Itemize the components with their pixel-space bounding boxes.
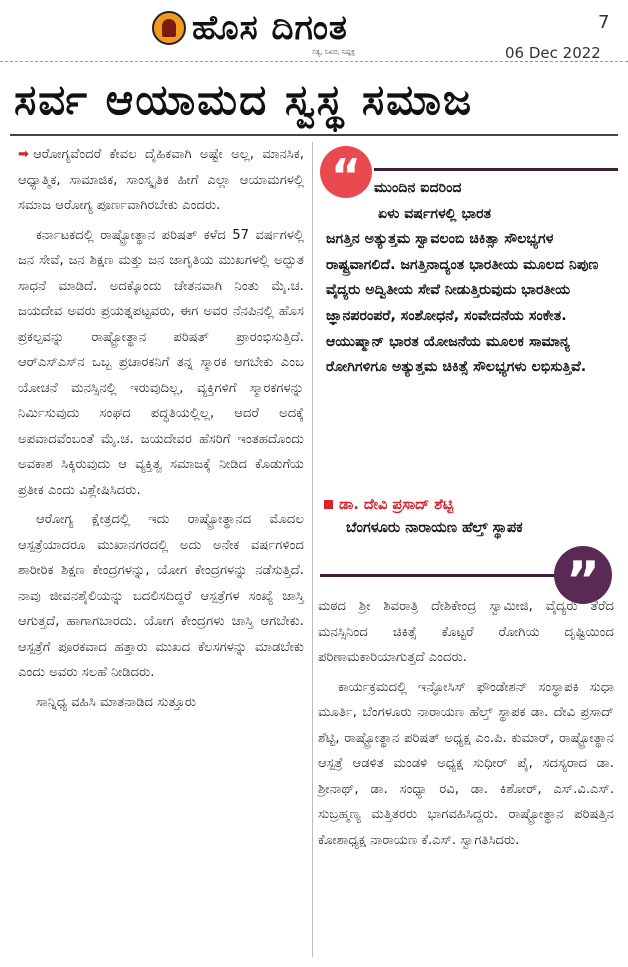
logo-tagline: ಸತ್ಯ, ನಿಖರ, ನಿಷ್ಪಕ್ಷ [312,48,355,56]
quote-close-icon: ” [554,546,612,604]
author-name: ಡಾ. ದೇವಿ ಪ್ರಸಾದ್ ಶೆಟ್ಟಿ [339,497,454,513]
headline-rule [10,134,618,136]
quote-line: ಮುಂದಿನ ಐದರಿಂದ [374,180,462,196]
lamp-emblem-icon [152,11,186,45]
quote-open-icon: “ [320,146,372,198]
author-role: ಬೆಂಗಳೂರು ನಾರಾಯಣ ಹೆಲ್ತ್ ಸ್ಥಾಪಕ [346,520,523,536]
paragraph: ಕರ್ನಾಟಕದಲ್ಲಿ ರಾಷ್ಟ್ರೋತ್ಥಾನ ಪರಿಷತ್ ಕಳೆದ 57 ವರ್ಷಗಳಲ್ಲಿ ಜನ ಸೇವೆ, ಜನ ಶಿಕ್ಷಣ ಮತ್ತು ಜನ ಜಾಗೃತಿಯ ಮುಖಗಳಲ್ಲಿ ಅದ್ಭುತ ಸಾಧನೆ ಮಾಡಿದೆ. ಅದಕ್ಕೊಂದು ಚೇತನವಾಗಿ ನಿಂತು ಮೈ.ಚ. ಜಯದೇವ ಅವರು ಪ್ರಯತ್ನಪಟ್ಟವರು, ಈಗ ಅವರ ನೆನಪಿನಲ್ಲಿ ಹೊಸ ಪ್ರಕಲ್ಪವನ್ನು ರಾಷ್ಟ್ರೋತ್ಥಾನ ಪರಿಷತ್ ಪ್ರಾರಂಭಿಸುತ್ತಿದೆ. ಆರ್‌ಎಸ್‌ಎಸ್‌ನ ಒಬ್ಬ ಪ್ರಚಾರಕನಿಗೆ ತನ್ನ ಸ್ಮಾರಕ ಆಗಬೇಕು ಎಂಬ ಯೋಚನೆ ಮನಸ್ಸಿನಲ್ಲಿ ಇರುವುದಿಲ್ಲ, ವ್ಯಕ್ತಿಗಳಿಗೆ ಸ್ಮಾರಕಗಳನ್ನು ನಿರ್ಮಿಸುವುದು ಸಂಘದ ಪದ್ಧತಿಯಲ್ಲಿಲ್ಲ, ಆದರೆ ಅದಕ್ಕೆ ಅಪವಾದವೆಂಬಂತೆ ಮೈ.ಚ. ಜಯದೇವರ ಹೆಸರಿಗೆ ಇಂತಹದೊಂದು ಅವಕಾಶ ಸಿಕ್ಕಿರುವುದು ಆ ವ್ಯಕ್ತಿತ್ವ ಸಮಾಜಕ್ಕೆ ನೀಡಿದ ಕೊಡುಗೆಯ ಪ್ರತೀಕ ಎಂದು ವಿಶ್ಲೇಷಿಸಿದರು. [18,227,304,498]
article-column-right [318,594,614,857]
newspaper-logo [152,8,348,48]
column-divider [312,142,313,957]
page-number: 7 [598,12,610,33]
article-column-left [18,142,304,719]
masthead [0,0,628,62]
paragraph: ಸಾನ್ನಿಧ್ಯ ವಹಿಸಿ ಮಾತನಾಡಿದ ಸುತ್ತೂರು [36,694,197,710]
quote-rule-top [374,168,618,171]
quote-text [322,176,614,381]
quote-line: ಏಳು ವರ್ಷಗಳಲ್ಲಿ ಭಾರತ [378,205,492,222]
quote-author [324,494,614,540]
paragraph: ಆರೋಗ್ಯ ಕ್ಷೇತ್ರದಲ್ಲಿ ಇದು ರಾಷ್ಟ್ರೋತ್ಥಾನದ ಮೊದಲ ಆಸ್ಪತ್ರೆಯಾದರೂ ಮುಖಾನಗರದಲ್ಲಿ ಅದು ಅನೇಕ ವರ್ಷಗಳಿಂದ ಶಾರೀರಿಕ ಶಿಕ್ಷಣ ಕೇಂದ್ರಗಳನ್ನು, ಯೋಗ ಕೇಂದ್ರಗಳನ್ನು ನಡೆಸುತ್ತಿದೆ. ನಾವು ಜೀವನಶೈಲಿಯನ್ನು ಬದಲಿಸದಿದ್ದರೆ ಆಸ್ಪತ್ರೆಗಳ ಸಂಖ್ಯೆ ಜಾಸ್ತಿ ಆಗುತ್ತದೆ, ಹಾಗಾಗಬಾರದು. ಯೋಗ ಕೇಂದ್ರಗಳು ಜಾಸ್ತಿ ಆಗಬೇಕು. ಆಸ್ಪತ್ರೆಗೆ ಪೂರಕವಾದ ಹತ್ತಾರು ಮುಖದ ಕೆಲಸಗಳನ್ನು ಮಾಡಬೇಕು ಎಂದು ಅವರು ಸಲಹೆ ನೀಡಿದರು. [18,512,304,680]
logo-text: ಹೊಸ ದಿಗಂತ [192,8,348,48]
quote-line: ಜಗತ್ತಿನ ಅತ್ಯುತ್ತಮ ಸ್ವಾವಲಂಬಿ ಚಿಕಿತ್ಸಾ ಸೌಲಭ್ಯಗಳ ರಾಷ್ಟ್ರವಾಗಲಿದೆ. ಜಗತ್ತಿನಾದ್ಯಂತ ಭಾರತೀಯ ಮೂಲದ ನಿಪುಣ ವೈದ್ಯರು ಅದ್ವಿತೀಯ ಸೇವೆ ನೀಡುತ್ತಿರುವುದು ಭಾರತೀಯ ಜ್ಞಾನಪರಂಪರೆ, ಸಂಶೋಧನೆ, ಸಂವೇದನೆಯ ಸಂಕೇತ. ಆಯುಷ್ಮಾನ್ ಭಾರತ ಯೋಜನೆಯ ಮೂಲಕ ಸಾಮಾನ್ಯ ರೋಗಿಗಳಿಗೂ ಅತ್ಯುತ್ತಮ ಚಿಕಿತ್ಸೆ ಸೌಲಭ್ಯಗಳು ಲಭಿಸುತ್ತಿವೆ. [326,231,599,376]
paragraph-text: ಆರೋಗ್ಯವೆಂದರೆ ಕೇವಲ ದೈಹಿಕವಾಗಿ ಅಷ್ಟೇ ಅಲ್ಲ, ಮಾನಸಿಕ, ಆಧ್ಯಾತ್ಮಿಕ, ಸಾಮಾಜಿಕ, ಸಾಂಸ್ಕೃತಿಕ ಹೀಗೆ ಎಲ್ಲಾ ಆಯಾಮಗಳಲ್ಲಿ ಸಮಾಜ ಆರೋಗ್ಯ ಪೂರ್ಣವಾಗಿರಬೇಕು ಎಂದರು. [18,147,304,213]
article-headline: ಸರ್ವ ಆಯಾಮದ ಸ್ವಸ್ಥ ಸಮಾಜ [14,75,474,124]
paragraph [18,142,304,219]
quote-rule-bottom [320,574,560,577]
paragraph: ಕಾರ್ಯಕ್ರಮದಲ್ಲಿ ಇನ್ಫೋಸಿಸ್ ಫೌಂಡೇಶನ್ ಸಂಸ್ಥಾಪಕಿ ಸುಧಾ ಮೂರ್ತಿ, ಬೆಂಗಳೂರು ನಾರಾಯಣ ಹೆಲ್ತ್ ಸ್ಥಾಪಕ ಡಾ. ದೇವಿ ಪ್ರಸಾದ್ ಶೆಟ್ಟಿ, ರಾಷ್ಟ್ರೋತ್ಥಾನ ಪರಿಷತ್ ಅಧ್ಯಕ್ಷ ಎಂ.ಪಿ. ಕುಮಾರ್, ರಾಷ್ಟ್ರೋತ್ಥಾನ ಆಸ್ಪತ್ರೆ ಆಡಳಿತ ಮಂಡಳಿ ಅಧ್ಯಕ್ಷ ಸುಧೀರ್ ಪೈ, ಸದಸ್ಯರಾದ ಡಾ. ಶ್ರೀನಾಥ್, ಡಾ. ಸಂಧ್ಯಾ ರವಿ, ಡಾ. ಕಿಶೋರ್, ಎಸ್.ವಿ.ಎಸ್. ಸುಬ್ರಹ್ಮಣ್ಯ ಮತ್ತಿತರರು ಭಾಗವಹಿಸಿದ್ದರು. ರಾಷ್ಟ್ರೋತ್ಥಾನ ಪರಿಷತ್ತಿನ ಕೋಶಾಧ್ಯಕ್ಷ ನಾರಾಯಣ ಕೆ.ಎಸ್. ಸ್ವಾಗತಿಸಿದರು. [318,679,614,848]
pull-quote [316,142,618,611]
square-bullet-icon [324,500,333,509]
arrow-right-icon: ➡ [18,147,30,162]
edition-date: 06 Dec 2022 [505,44,601,62]
paragraph: ಮಠದ ಶ್ರೀ ಶಿವರಾತ್ರಿ ದೇಶಿಕೇಂದ್ರ ಸ್ವಾಮೀಜಿ, ವೈದ್ಯರು ತೆರೆದ ಮನಸ್ಸಿನಿಂದ ಚಿಕಿತ್ಸೆ ಕೊಟ್ಟರೆ ರೋಗಿಯ ದೃಷ್ಟಿಯಿಂದ ಪರಿಣಾಮಕಾರಿಯಾಗುತ್ತದೆ ಎಂದರು. [318,599,614,665]
